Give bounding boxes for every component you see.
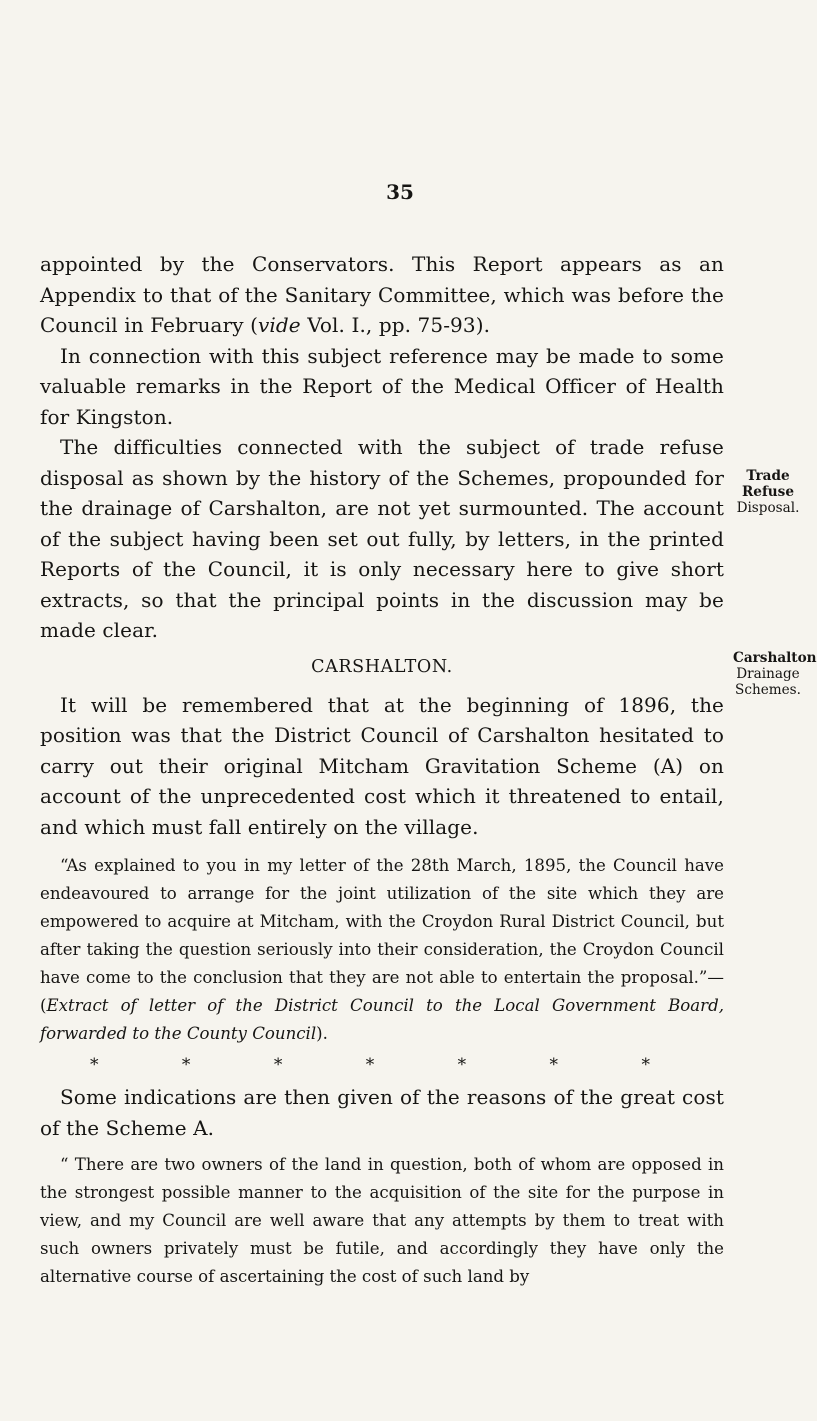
margin-note-trade-refuse (733, 468, 803, 516)
star: * (273, 1055, 283, 1075)
paragraph-indications: Some indications are then given of the reasons of the great cost of the Scheme A. (40, 1085, 724, 1140)
star: * (549, 1055, 559, 1075)
star: * (457, 1055, 467, 1075)
section-heading: CARSHALTON. (311, 656, 453, 677)
omission-stars (90, 1048, 650, 1082)
quotation-letter (40, 852, 724, 1048)
margin-note-line: Drainage (736, 666, 800, 682)
paragraph-connection: In connection with this subject reference may be made to some valuable remarks in the Report of the Medical Officer of Health for Kingston. (40, 343, 724, 429)
margin-note-line: Schemes. (735, 682, 801, 698)
vide-word: vide (258, 313, 301, 337)
margin-note-line: Carshalton (733, 650, 817, 666)
paragraph-appointed-tail: Vol. I., pp. 75-93). (300, 313, 491, 337)
star: * (181, 1055, 191, 1075)
margin-note-line: Disposal. (736, 500, 800, 516)
paragraph-appointed (40, 249, 724, 341)
quotation-source: Extract of letter of the District Council to the Local Government Board, forwarded to the County Council (40, 996, 724, 1043)
star: * (641, 1055, 650, 1075)
quotation-owners: “ There are two owners of the land in question, both of whom are opposed in the strongest possible manner to the acquisition of the site for the purpose in view, and my Council are well aware that any attempts by them to treat with such owners privately must be futile, and accordingly they have only the alternative course of ascertaining the cost of such land by (40, 1155, 724, 1286)
star: * (365, 1055, 375, 1075)
star: * (90, 1055, 99, 1075)
paragraph-remembered: It will be remembered that at the beginning of 1896, the position was that the District Council of Carshalton hesitated to carry out their original Mitcham Gravitation Scheme (A) on account of the unprecedented cost which it threatened to entail, and which must fall entirely on the village. (40, 692, 724, 839)
quotation-letter-text: “As explained to you in my letter of the 28th March, 1895, the Council have endeavoured to arrange for the joint utilization of the site which they are empowered to acquire at Mitcham, with the Croydon Rural District Council, but after taking the question seriously into their consideration, the Croydon Council have come to the conclusion that they are not able to entertain the proposal.”—( (40, 856, 724, 1015)
page-number: 35 (386, 180, 414, 204)
margin-note-line: Trade Refuse (742, 468, 794, 500)
margin-note-carshalton (733, 650, 817, 698)
paragraph-appointed-text: appointed by the Conservators. This Report appears as an Appendix to that of the Sanitary Committee, which was before the Council in February ( (40, 252, 724, 337)
main-text (40, 249, 724, 1291)
quotation-close: ). (316, 1024, 328, 1043)
paragraph-difficulties: The difficulties connected with the subject of trade refuse disposal as shown by the history of the Schemes, propounded for the drainage of Carshalton, are not yet surmounted. The account of the subject having been set out fully, by letters, in the printed Reports of the Council, it is only necessary here to give short extracts, so that the principal points in the discussion may be made clear. (40, 435, 724, 642)
